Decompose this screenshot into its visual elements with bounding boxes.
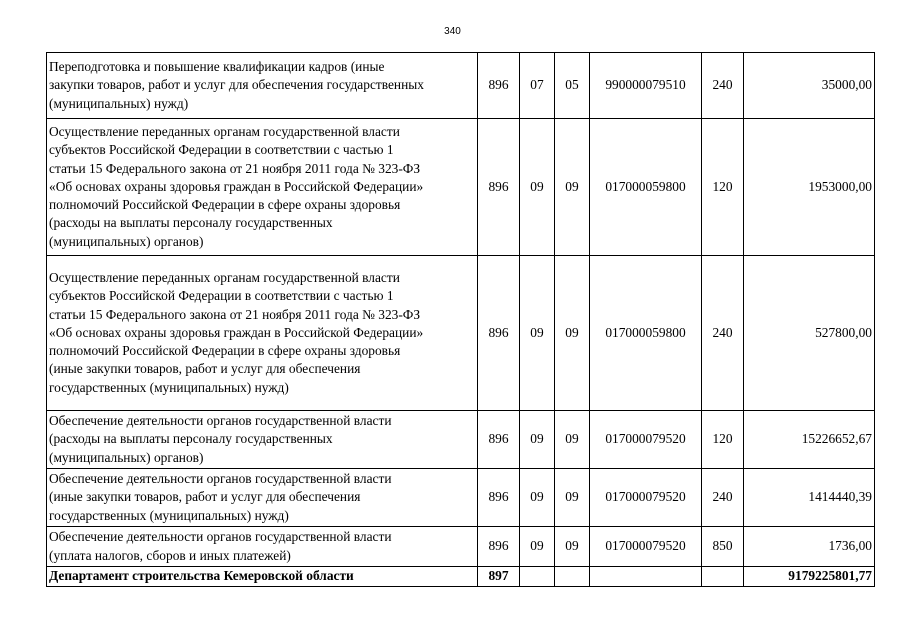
pr-cell: 09 [555,256,590,411]
vr-cell: 240 [702,53,744,119]
ved-cell: 896 [478,256,520,411]
rz-cell: 09 [520,411,555,469]
pr-cell: 05 [555,53,590,119]
page-number: 340 [444,26,461,37]
rz-cell: 09 [520,119,555,256]
row-description: Осуществление переданных органам государственной власти субъектов Российской Федерации в соответствии с частью 1 статьи 15 Федерального закона от 21 ноября 2011 года № 323-ФЗ «Об основах охраны здоровья граждан в Российской Федерации» полномочий Российской Федерации в сфере охраны здоровья (иные закупки товаров, работ и услуг для обеспечения государственных (муниципальных) нужд) [47,256,478,411]
vr-cell: 120 [702,411,744,469]
csr-cell: 017000079520 [590,527,702,567]
csr-cell: 990000079510 [590,53,702,119]
pr-cell: 09 [555,469,590,527]
ved-cell: 896 [478,119,520,256]
row-description: Обеспечение деятельности органов государственной власти (расходы на выплаты персоналу государственных (муниципальных) органов) [47,411,478,469]
rz-cell: 09 [520,256,555,411]
table-row [47,469,875,527]
row-description: Обеспечение деятельности органов государственной власти (уплата налогов, сборов и иных платежей) [47,527,478,567]
table-row [47,527,875,567]
table-row [47,119,875,256]
table-row [47,53,875,119]
amount-cell: 15226652,67 [744,411,875,469]
amount-cell: 1414440,39 [744,469,875,527]
row-description: Осуществление переданных органам государственной власти субъектов Российской Федерации в соответствии с частью 1 статьи 15 Федерального закона от 21 ноября 2011 года № 323-ФЗ «Об основах охраны здоровья граждан в Российской Федерации» полномочий Российской Федерации в сфере охраны здоровья (расходы на выплаты персоналу государственных (муниципальных) органов) [47,119,478,256]
empty-cell [590,567,702,587]
pr-cell: 09 [555,527,590,567]
amount-cell: 1953000,00 [744,119,875,256]
total-row [47,567,875,587]
empty-cell [520,567,555,587]
row-description: Обеспечение деятельности органов государственной власти (иные закупки товаров, работ и услуг для обеспечения государственных (муниципальных) нужд) [47,469,478,527]
empty-cell [555,567,590,587]
empty-cell [702,567,744,587]
vr-cell: 850 [702,527,744,567]
table-row [47,256,875,411]
amount-cell: 527800,00 [744,256,875,411]
ved-cell: 896 [478,411,520,469]
budget-table [46,52,875,587]
pr-cell: 09 [555,411,590,469]
rz-cell: 09 [520,469,555,527]
total-ved-cell: 897 [478,567,520,587]
total-amount-cell: 9179225801,77 [744,567,875,587]
csr-cell: 017000059800 [590,256,702,411]
csr-cell: 017000079520 [590,469,702,527]
ved-cell: 896 [478,527,520,567]
vr-cell: 240 [702,469,744,527]
amount-cell: 35000,00 [744,53,875,119]
row-description: Переподготовка и повышение квалификации кадров (иные закупки товаров, работ и услуг для обеспечения государственных (муниципальных) нужд) [47,53,478,119]
csr-cell: 017000079520 [590,411,702,469]
ved-cell: 896 [478,469,520,527]
ved-cell: 896 [478,53,520,119]
pr-cell: 09 [555,119,590,256]
csr-cell: 017000059800 [590,119,702,256]
vr-cell: 120 [702,119,744,256]
total-label: Департамент строительства Кемеровской области [47,567,478,587]
table-row [47,411,875,469]
vr-cell: 240 [702,256,744,411]
rz-cell: 07 [520,53,555,119]
amount-cell: 1736,00 [744,527,875,567]
rz-cell: 09 [520,527,555,567]
